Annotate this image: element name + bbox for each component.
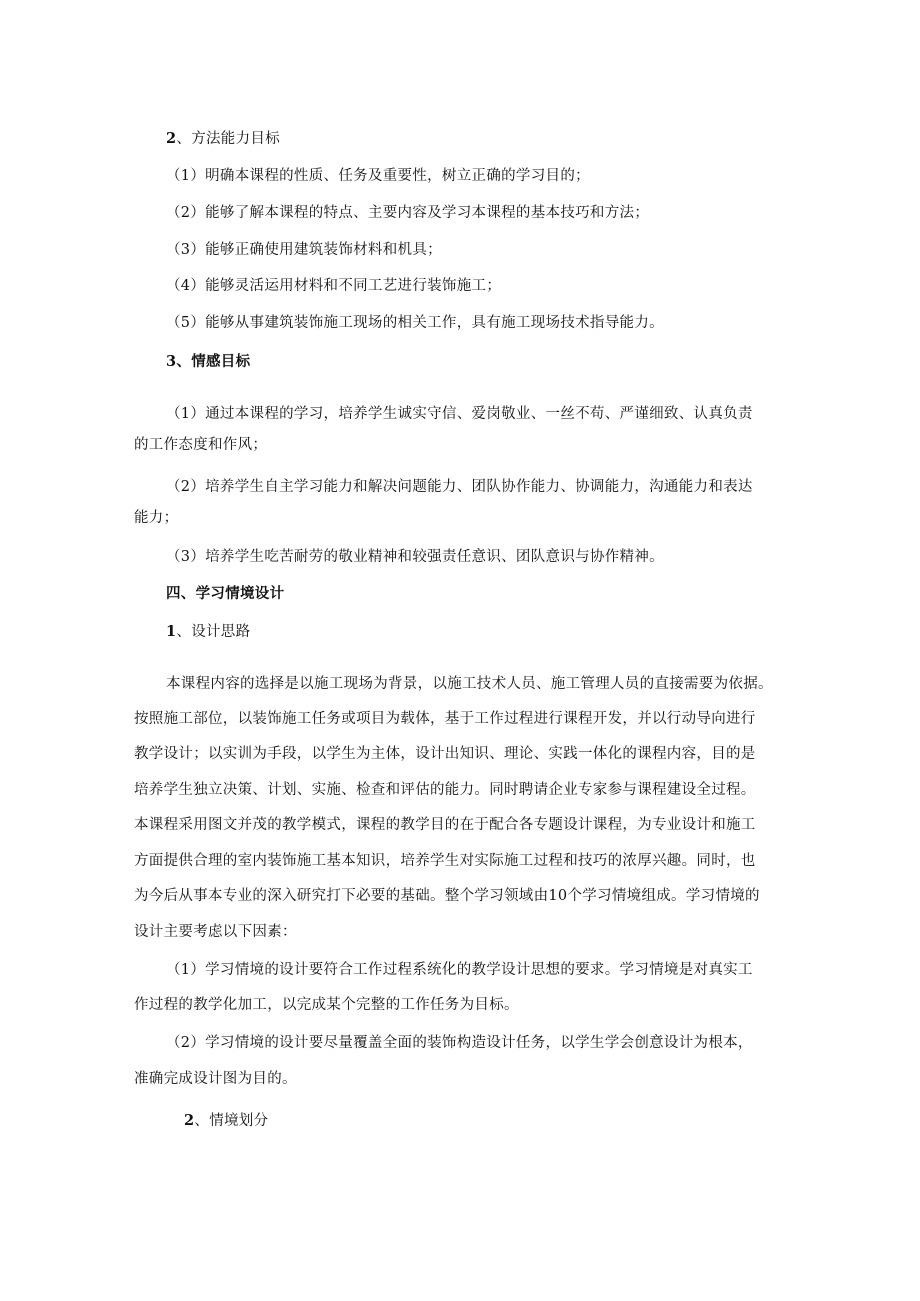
emotion-item-3: （3）培养学生吃苦耐劳的敬业精神和较强责任意识、团队意识与协作精神。	[166, 549, 664, 565]
paragraph-line: 培养学生独立决策、计划、实施、检查和评估的能力。同时聘请企业专家参与课程建设全过程。	[134, 782, 756, 798]
heading-number: 1	[166, 623, 177, 640]
heading-text: 、设计思路	[176, 624, 251, 640]
section-heading-method-goal	[166, 129, 280, 149]
section-heading-division	[184, 1111, 268, 1131]
paragraph-line: 设计主要考虑以下因素：	[134, 924, 297, 940]
heading-number: 3	[166, 353, 177, 370]
paragraph-line: 为今后从事本专业的深入研究打下必要的基础。整个学习领域由10个学习情境组成。学习情境的	[134, 888, 760, 904]
emotion-item-1-line-1: （1）通过本课程的学习，培养学生诚实守信、爱岗敬业、一丝不苟、严谨细致、认真负责	[166, 406, 753, 422]
paragraph-line: 按照施工部位，以装饰施工任务或项目为载体，基于工作过程进行课程开发，并以行动导向进行	[134, 711, 756, 727]
method-item-2: （2）能够了解本课程的特点、主要内容及学习本课程的基本技巧和方法；	[166, 205, 650, 221]
emotion-item-1-line-2: 的工作态度和作风；	[134, 437, 268, 453]
heading-text: 、情感目标	[176, 353, 251, 370]
chapter-heading: 四、学习情境设计	[166, 585, 285, 602]
paragraph-line: 方面提供合理的室内装饰施工基本知识，培养学生对实际施工过程和技巧的浓厚兴趣。同时，也	[134, 853, 756, 869]
factor-1-line-2: 作过程的教学化加工，以完成某个完整的工作任务为目标。	[134, 997, 519, 1013]
heading-number: 2	[184, 1112, 195, 1129]
section-heading-design-idea	[166, 622, 250, 642]
method-item-1: （1）明确本课程的性质、任务及重要性，树立正确的学习目的；	[166, 168, 590, 184]
factor-2-line-1: （2）学习情境的设计要尽量覆盖全面的装饰构造设计任务，以学生学会创意设计为根本，	[166, 1035, 753, 1051]
heading-text: 、情境划分	[194, 1113, 269, 1129]
emotion-item-2-line-1: （2）培养学生自主学习能力和解决问题能力、团队协作能力、协调能力，沟通能力和表达	[166, 479, 753, 495]
factor-1-line-1: （1）学习情境的设计要符合工作过程系统化的教学设计思想的要求。学习情境是对真实工	[166, 962, 753, 978]
method-item-3: （3）能够正确使用建筑装饰材料和机具；	[166, 242, 442, 258]
heading-number: 2	[166, 130, 177, 147]
method-item-5: （5）能够从事建筑装饰施工现场的相关工作，具有施工现场技术指导能力。	[166, 315, 664, 331]
method-item-4: （4）能够灵活运用材料和不同工艺进行装饰施工；	[166, 278, 502, 294]
paragraph-line: 本课程内容的选择是以施工现场为背景，以施工技术人员、施工管理人员的直接需要为依据。	[166, 676, 773, 692]
heading-text: 、方法能力目标	[176, 131, 280, 147]
paragraph-line: 本课程采用图文并茂的教学模式，课程的教学目的在于配合各专题设计课程，为专业设计和施工	[134, 817, 756, 833]
emotion-item-2-line-2: 能力；	[134, 510, 179, 526]
factor-2-line-2: 准确完成设计图为目的。	[134, 1071, 297, 1087]
section-heading-emotion-goal	[166, 352, 250, 372]
paragraph-line: 教学设计；以实训为手段，以学生为主体，设计出知识、理论、实践一体化的课程内容，目的是	[134, 746, 756, 762]
